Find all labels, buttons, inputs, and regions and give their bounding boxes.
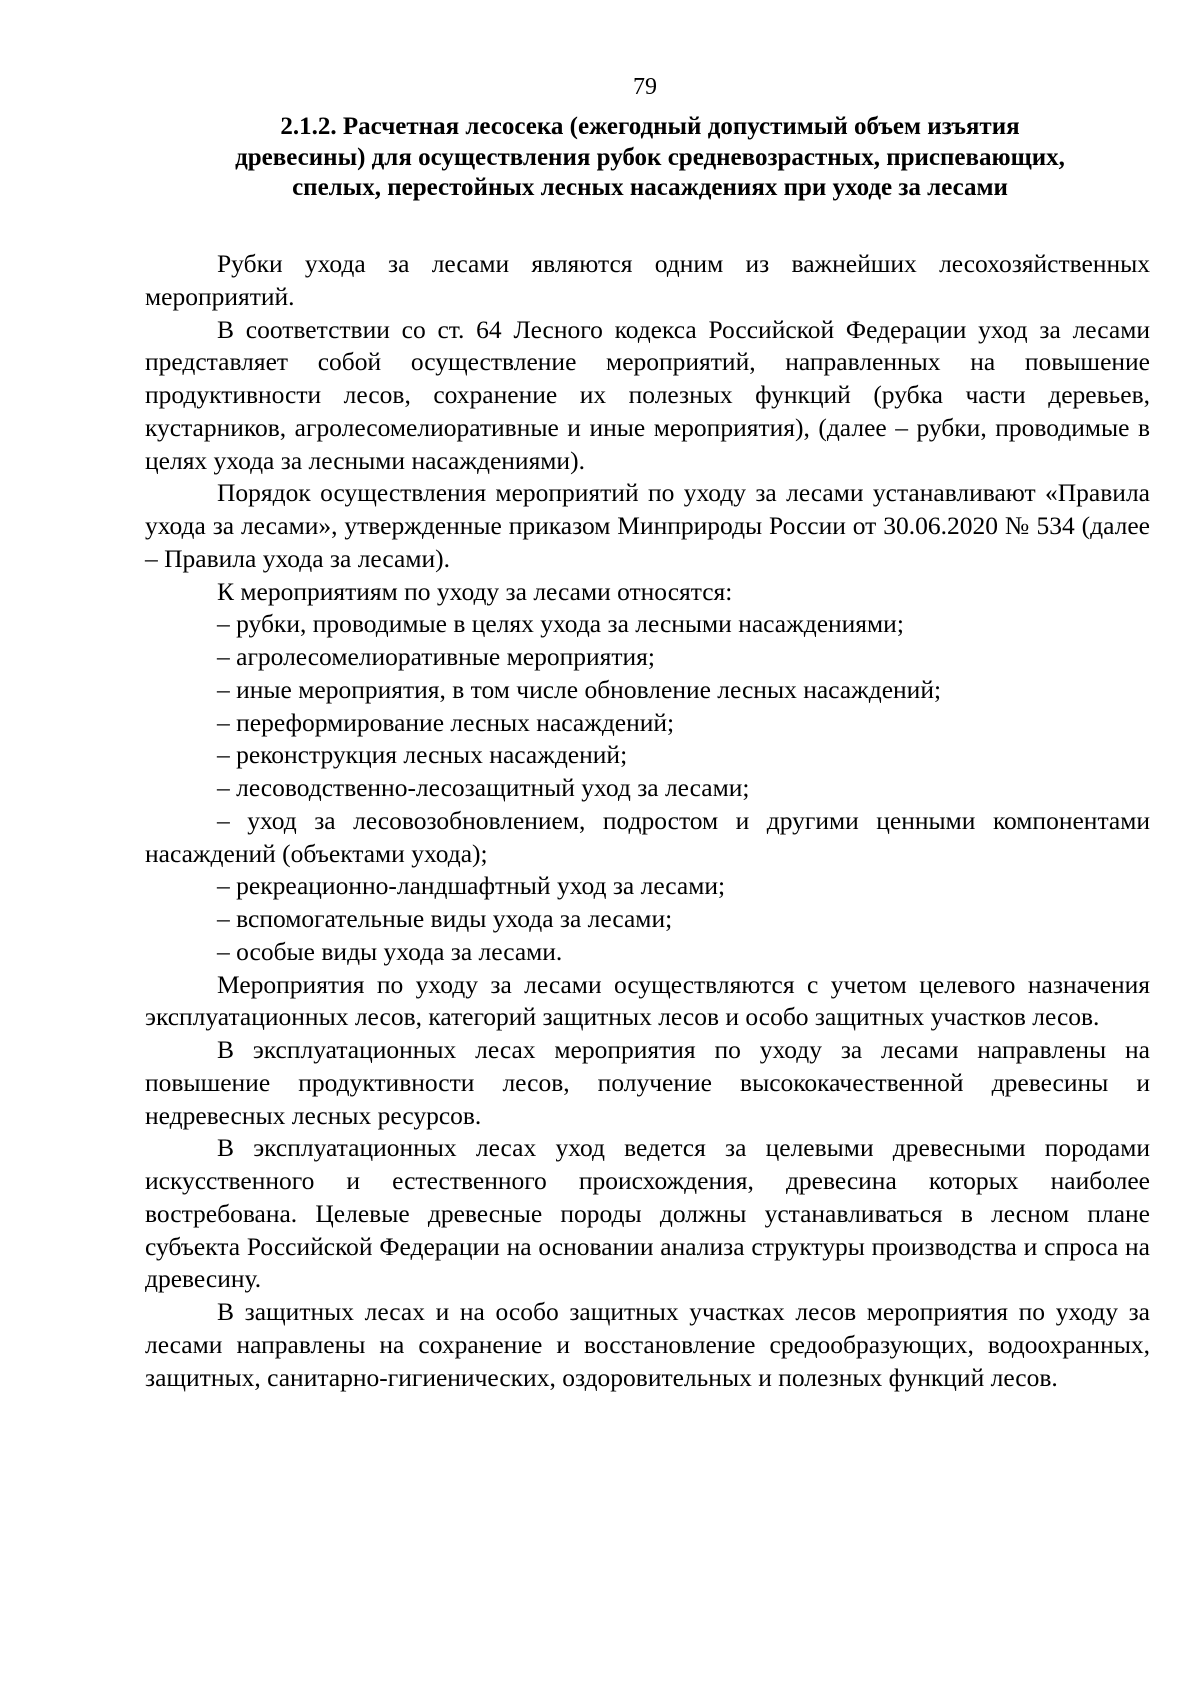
list-item-1: – рубки, проводимые в целях ухода за лесными насаждениями; bbox=[217, 609, 904, 639]
paragraph-6: В эксплуатационных лесах мероприятия по уходу за лесами направлены на повышение продуктивности лесов, получение высококачественной древесины и недревесных лесных ресурсов. bbox=[145, 1035, 1150, 1130]
paragraph-5: Мероприятия по уходу за лесами осуществляются с учетом целевого назначения эксплуатационных лесов, категорий защитных лесов и особо защитных участков лесов. bbox=[145, 969, 1150, 1032]
page-number: 79 bbox=[633, 74, 657, 100]
list-item-4: – переформирование лесных насаждений; bbox=[217, 707, 675, 737]
list-item-8: – рекреационно-ландшафтный уход за лесами; bbox=[217, 871, 726, 901]
list-item-2: – агролесомелиоративные мероприятия; bbox=[217, 642, 655, 671]
list-item-10: – особые виды ухода за лесами. bbox=[217, 936, 563, 966]
list-item-3: – иные мероприятия, в том числе обновление лесных насаждений; bbox=[217, 674, 942, 704]
paragraph-4: К мероприятиям по уходу за лесами относятся: bbox=[217, 576, 733, 606]
paragraph-7: В эксплуатационных лесах уход ведется за целевыми древесными породами искусственного и естественного происхождения, древесина которых наиболее востребована. Целевые древесные породы должны устанавливаться в лесном плане субъекта Российской Федерации на основании анализа структуры производства и спроса на древесину. bbox=[145, 1133, 1150, 1294]
paragraph-3: Порядок осуществления мероприятий по уходу за лесами устанавливают «Правила ухода за лесами», утвержденные приказом Минприроды России от 30.06.2020 № 534 (далее – Правила ухода за лесами). bbox=[145, 478, 1150, 573]
list-item-7: – уход за лесовозобновлением, подростом и другими ценными компонентами насаждений (объектами ухода); bbox=[145, 805, 1150, 868]
list-item-5: – реконструкция лесных насаждений; bbox=[217, 740, 628, 770]
heading-line-3: спелых, перестойных лесных насаждениях при уходе за лесами bbox=[292, 174, 1008, 201]
section-heading bbox=[140, 112, 1160, 204]
paragraph-2: В соответствии со ст. 64 Лесного кодекса Российской Федерации уход за лесами представляет собой осуществление мероприятий, направленных на повышение продуктивности лесов, сохранение их полезных функций (рубка части деревьев, кустарников, агролесомелиоративные и иные мероприятия), (далее – рубки, проводимые в целях ухода за лесными насаждениями). bbox=[145, 314, 1150, 475]
heading-line-2: древесины) для осуществления рубок средневозрастных, приспевающих, bbox=[235, 143, 1065, 171]
list-item-6: – лесоводственно-лесозащитный уход за лесами; bbox=[217, 773, 750, 802]
paragraph-1: Рубки ухода за лесами являются одним из важнейших лесохозяйственных мероприятий. bbox=[145, 249, 1150, 311]
list-item-9: – вспомогательные виды ухода за лесами; bbox=[217, 904, 673, 933]
document-body bbox=[145, 248, 1150, 1394]
heading-line-1: 2.1.2. Расчетная лесосека (ежегодный допустимый объем изъятия bbox=[280, 113, 1020, 140]
paragraph-8: В защитных лесах и на особо защитных участках лесов мероприятия по уходу за лесами направлены на сохранение и восстановление средообразующих, водоохранных, защитных, санитарно-гигиенических, оздоровительных и полезных функций лесов. bbox=[145, 1297, 1150, 1392]
